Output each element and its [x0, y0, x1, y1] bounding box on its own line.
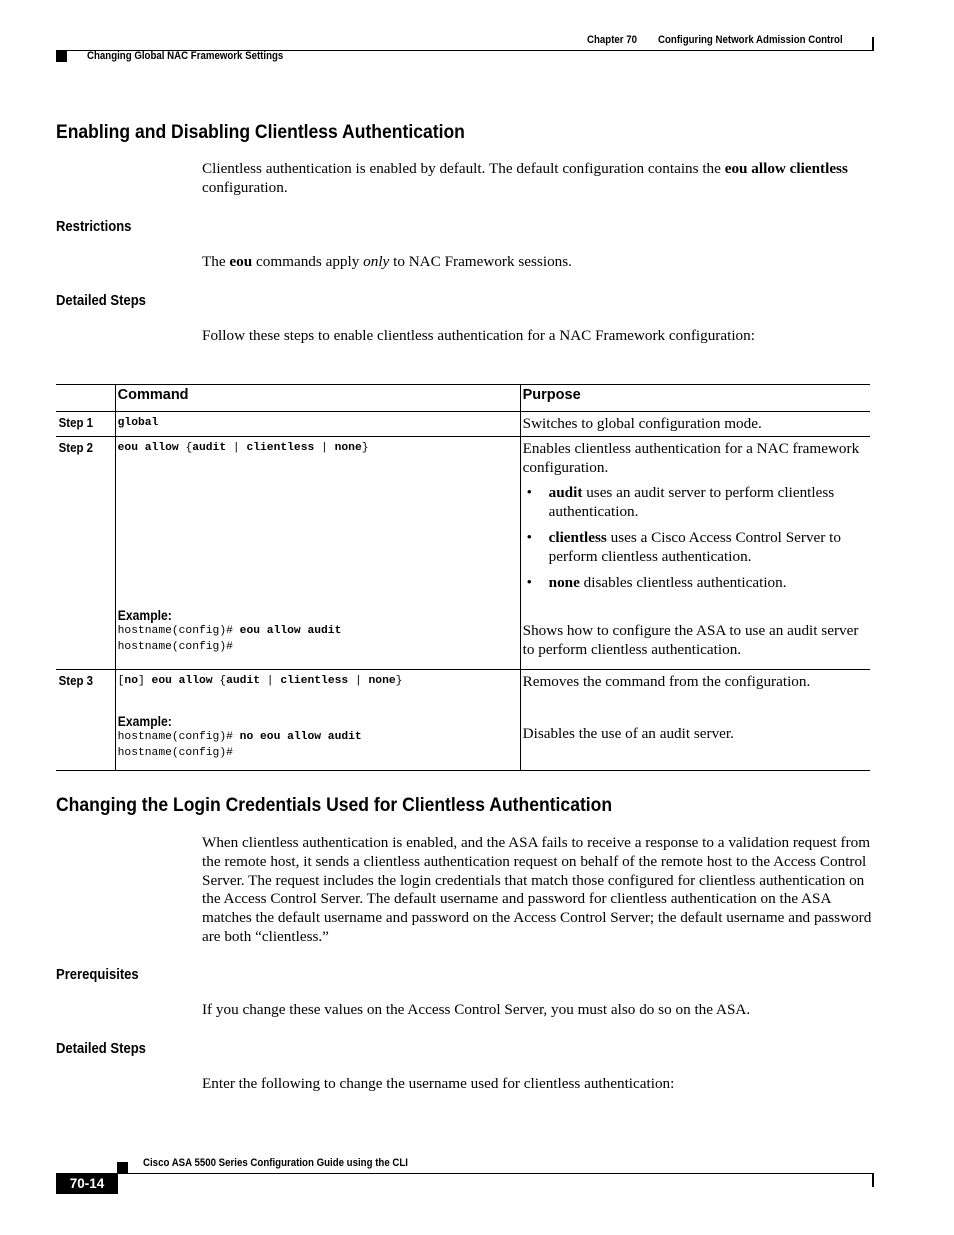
table-row-step-1 [56, 412, 870, 437]
pipe: | [260, 675, 281, 687]
option-audit: audit [192, 442, 227, 454]
pipe: | [348, 675, 369, 687]
step-1-command [116, 412, 520, 431]
list-item [526, 483, 870, 521]
header-block-marker [56, 51, 67, 62]
bullet-icon: • [526, 529, 532, 546]
step-2-cmd-keyword: eou allow [117, 442, 186, 454]
restr-text-c: commands apply [252, 253, 364, 270]
detailed-steps-intro-2: Enter the following to change the username used for clientless authentication: [202, 1075, 675, 1092]
list-item [526, 528, 870, 566]
step-2-example-label: Example: [117, 608, 172, 623]
step-3-example-purpose: Disables the use of an audit server. [522, 725, 734, 742]
option-clientless: clientless [246, 442, 315, 454]
section1-intro [202, 160, 878, 198]
page-number: 70-14 [56, 1173, 118, 1194]
brace-open: { [219, 675, 227, 687]
bracket-open: [ [117, 675, 125, 687]
restrictions-heading: Restrictions [56, 219, 132, 235]
bullet-text: uses an audit server to perform clientless authentication. [548, 484, 835, 520]
table-row-step-3 [56, 670, 870, 771]
footer-tick-mark [872, 1174, 874, 1187]
section2-intro: When clientless authentication is enabled, and the ASA fails to receive a response to a validation request from the remote host, it sends a clientless authentication request on behalf of the remote host to the Access Control Server. The request includes the login credentials that match those configured for clientless authentication on the Access Control Server. The default username and password for clientless authentication on the ASA matches the default username and password on the Access Control Server; the default username and password are both “clientless.” [202, 834, 872, 945]
detailed-steps-heading-1: Detailed Steps [56, 293, 146, 309]
bracket-close: ] [137, 675, 152, 687]
step-3-label: Step 3 [58, 673, 93, 688]
bullet-term: audit [548, 484, 583, 501]
restr-command: eou [229, 253, 253, 270]
step-3-example-label: Example: [117, 714, 172, 729]
footer-block-marker [117, 1162, 128, 1173]
option-audit: audit [226, 675, 261, 687]
brace-close: } [395, 675, 403, 687]
restr-text-a: The [202, 253, 230, 270]
step-1-command-text: global [117, 417, 159, 429]
prerequisites-heading: Prerequisites [56, 967, 139, 983]
step-3-command [116, 670, 520, 689]
brace-open: { [185, 442, 193, 454]
example-command: no eou allow audit [239, 731, 362, 743]
step-2-example-line-2: hostname(config)# [117, 641, 233, 653]
step-3-example-line-2: hostname(config)# [117, 747, 233, 759]
option-none: none [368, 675, 396, 687]
command-table [56, 384, 870, 771]
step-3-purpose: Removes the command from the configuration. [522, 673, 811, 690]
pipe: | [314, 442, 335, 454]
step-header-cell [56, 385, 115, 412]
brace-close: } [361, 442, 369, 454]
step-2-example-purpose: Shows how to configure the ASA to use an audit server to perform clientless authentication. [522, 622, 859, 658]
bullet-text: uses a Cisco Access Control Server to perform clientless authentication. [548, 529, 841, 565]
option-none: none [334, 442, 362, 454]
step-2-purpose: Enables clientless authentication for a NAC framework configuration. [522, 440, 860, 476]
example-prompt: hostname(config)# [117, 731, 240, 743]
command-column-header: Command [115, 385, 520, 412]
step-2-option-list [521, 483, 870, 592]
example-command: eou allow audit [239, 625, 342, 637]
intro-text: Clientless authentication is enabled by default. The default configuration contains the [202, 160, 725, 177]
running-header-chapter-title: Configuring Network Admission Control [658, 34, 843, 46]
step-1-purpose: Switches to global configuration mode. [522, 415, 762, 432]
running-header-section: Changing Global NAC Framework Settings [87, 50, 284, 62]
option-no: no [124, 675, 138, 687]
intro-command: eou allow clientless [724, 160, 848, 177]
step-1-label: Step 1 [58, 415, 93, 430]
step-3-example-line-1 [116, 729, 520, 745]
restrictions-text [202, 253, 878, 272]
header-tick-mark [872, 37, 874, 51]
running-header-chapter: Chapter 70 [587, 34, 638, 46]
step-2-example-line-1 [116, 623, 520, 639]
restr-emphasis: only [363, 253, 390, 270]
footer-guide-title: Cisco ASA 5500 Series Configuration Guide using the CLI [143, 1157, 408, 1169]
list-item [526, 573, 870, 592]
step-2-label: Step 2 [58, 440, 93, 455]
bullet-term: none [548, 574, 580, 591]
option-clientless: clientless [280, 675, 349, 687]
step-2-command [116, 437, 520, 456]
section-title-login-credentials: Changing the Login Credentials Used for Clientless Authentication [56, 794, 613, 816]
prerequisites-text: If you change these values on the Access Control Server, you must also do so on the ASA. [202, 1001, 751, 1018]
bullet-icon: • [526, 484, 532, 501]
restr-text-e: to NAC Framework sessions. [389, 253, 572, 270]
intro-text-end: configuration. [202, 178, 288, 196]
purpose-column-header: Purpose [520, 385, 870, 412]
table-header-row [56, 385, 870, 412]
pipe: | [226, 442, 247, 454]
footer-rule [117, 1173, 874, 1174]
bullet-term: clientless [548, 529, 607, 546]
detailed-steps-heading-2: Detailed Steps [56, 1041, 146, 1057]
table-row-step-2 [56, 437, 870, 670]
bullet-icon: • [526, 574, 532, 591]
detailed-steps-intro-1: Follow these steps to enable clientless authentication for a NAC Framework configuration: [202, 327, 755, 344]
bullet-text: disables clientless authentication. [579, 574, 787, 591]
section-title-enabling: Enabling and Disabling Clientless Authentication [56, 121, 465, 143]
step-3-cmd-keyword: eou allow [151, 675, 220, 687]
example-prompt: hostname(config)# [117, 625, 240, 637]
